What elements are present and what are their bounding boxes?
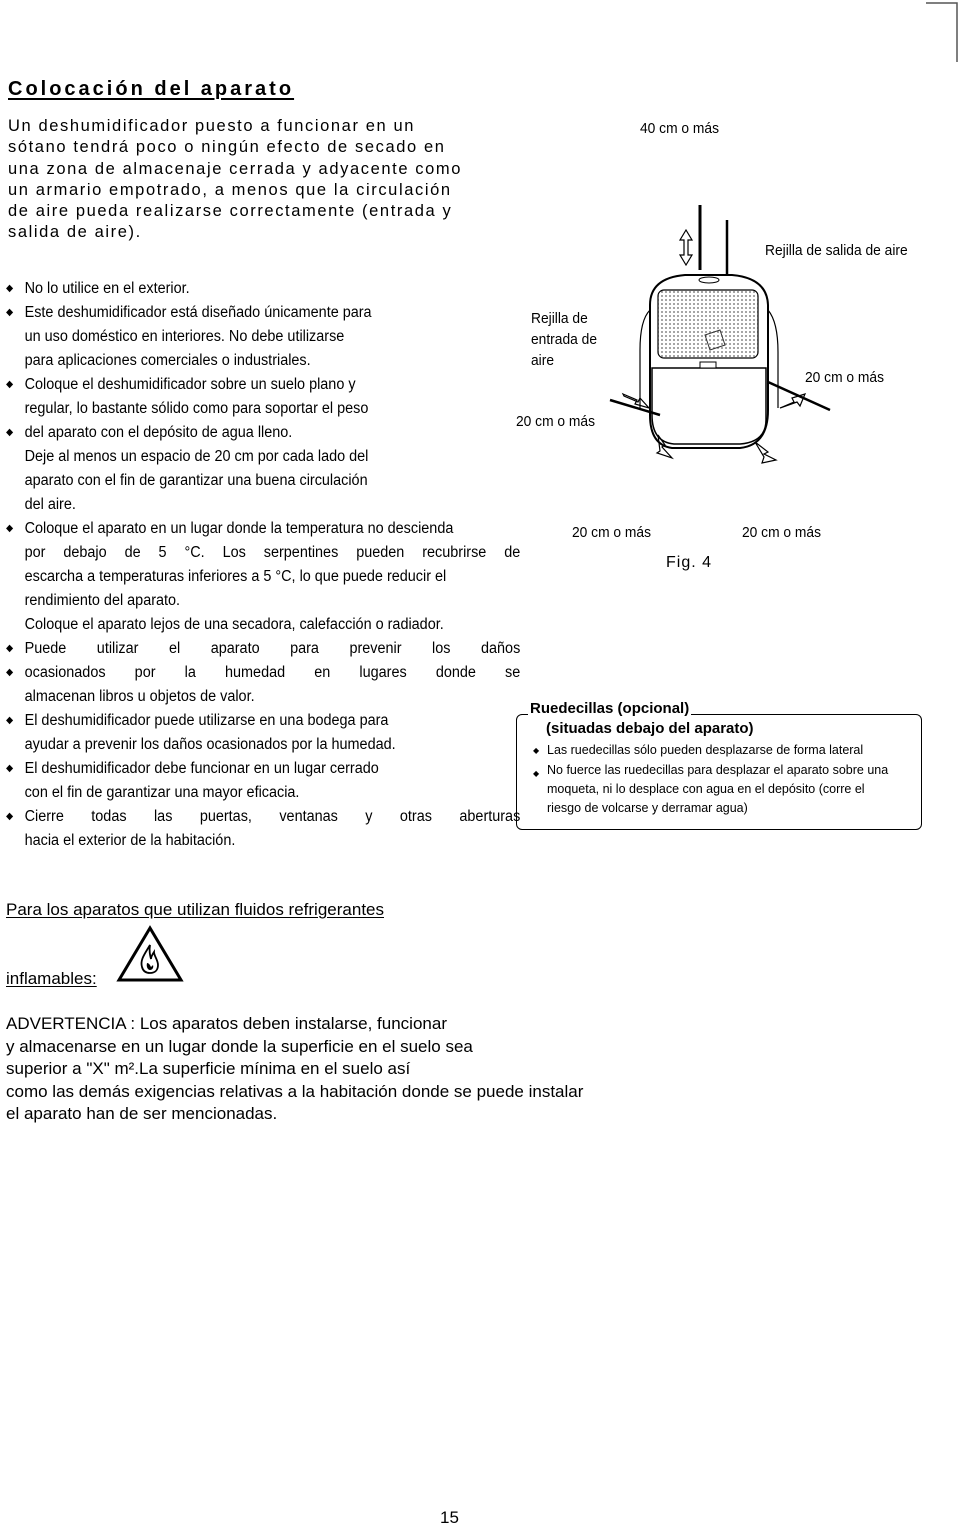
- bullet-text: Deje al menos un espacio de 20 cm por cada lado del: [24, 448, 369, 465]
- refrigerant-warning: [6, 1013, 706, 1126]
- bullet-diamond-icon: ◆: [6, 283, 14, 294]
- caster-item: [547, 801, 748, 815]
- top-clearance-label: 40 cm o más: [640, 120, 720, 137]
- caster-item-text: moqueta, ni lo desplace con agua en el depósito (corre el: [547, 782, 865, 796]
- bullet-text: con el fin de garantizar una mayor eficacia.: [24, 784, 300, 801]
- bullet-text: Coloque el aparato en un lugar donde la temperatura no descienda: [24, 520, 454, 537]
- warning-line: como las demás exigencias relativas a la habitación donde se puede instalar: [6, 1081, 584, 1101]
- bullet-text: ocasionados por la humedad en lugares donde se: [24, 664, 521, 681]
- warning-line-cont: .La superficie mínima en el suelo así: [134, 1059, 411, 1078]
- corner-mark: [920, 0, 960, 70]
- inlet-label-line: Rejilla de: [531, 310, 588, 327]
- intro-paragraph: [8, 116, 463, 244]
- inlet-label-line: entrada de: [531, 331, 597, 348]
- intro-line: sótano tendrá poco o ningún efecto de secado en: [8, 138, 446, 157]
- caster-item-text: No fuerce las ruedecillas para desplazar el aparato sobre una: [547, 763, 889, 777]
- bullet-text: del aire.: [24, 496, 76, 513]
- right-clearance-label: 20 cm o más: [805, 369, 885, 386]
- caster-item-text: Las ruedecillas sólo pueden desplazarse de forma lateral: [547, 743, 864, 757]
- bullet-text: Coloque el deshumidificador sobre un suelo plano y: [24, 376, 356, 393]
- bullet-text: ayudar a prevenir los daños ocasionados por la humedad.: [24, 736, 396, 753]
- refrigerant-heading: Para los aparatos que utilizan fluidos refrigerantes: [6, 900, 384, 919]
- bullet-diamond-icon: ◆: [6, 667, 14, 678]
- bullet-text: regular, lo bastante sólido como para soportar el peso: [24, 400, 369, 417]
- figure-4: [500, 110, 940, 590]
- bullet-text: El deshumidificador puede utilizarse en una bodega para: [24, 712, 389, 729]
- warning-line: y almacenarse en un lugar donde la superficie en el suelo sea: [6, 1036, 473, 1056]
- casters-subtitle: (situadas debajo del aparato): [546, 720, 754, 737]
- bullet-text: almacenan libros u objetos de valor.: [24, 688, 255, 705]
- intro-line: salida de aire).: [8, 223, 142, 242]
- bottom-right-clearance-label: 20 cm o más: [742, 524, 822, 541]
- bullet-text: No lo utilice en el exterior.: [24, 280, 190, 297]
- intro-line: un armario empotrado, a menos que la circulación: [8, 180, 452, 199]
- bullet-text: para aplicaciones comerciales o industriales.: [24, 352, 311, 369]
- bullet-text: El deshumidificador debe funcionar en un lugar cerrado: [24, 760, 379, 777]
- bullet-diamond-icon: ◆: [6, 811, 14, 822]
- bullet-text: por debajo de 5 °C. Los serpentines pueden recubrirse de: [24, 544, 521, 561]
- warning-line: el aparato han de ser mencionadas.: [6, 1104, 278, 1123]
- bullet-text: Coloque el aparato lejos de una secadora, calefacción o radiador.: [24, 616, 444, 633]
- bullet-text: hacia el exterior de la habitación.: [24, 832, 236, 849]
- bullet-text: escarcha a temperaturas inferiores a 5 °C, lo que puede reducir el: [24, 568, 447, 585]
- bullet-diamond-icon: ◆: [6, 715, 14, 726]
- outlet-label: Rejilla de salida de aire: [765, 242, 908, 259]
- flammable-warning-icon: [116, 925, 184, 983]
- bullet-diamond-icon: ◆: [6, 643, 14, 654]
- bullet-diamond-icon: ◆: [6, 763, 14, 774]
- bullet-diamond-icon: ◆: [6, 379, 14, 390]
- left-clearance-label: 20 cm o más: [516, 413, 596, 430]
- bullet-diamond-icon: ◆: [533, 746, 540, 755]
- bullet-text: Cierre todas las puertas, ventanas y otras aberturas: [24, 808, 521, 825]
- intro-line: Un deshumidificador puesto a funcionar en un: [8, 117, 416, 135]
- page-number: 15: [440, 1508, 459, 1527]
- caster-item-text: riesgo de volcarse y derramar agua): [547, 801, 748, 815]
- bullet-text: del aparato con el depósito de agua lleno.: [24, 424, 293, 441]
- figure-caption: Fig. 4: [666, 554, 713, 571]
- warning-line: ADVERTENCIA : Los aparatos deben instalarse, funcionar: [6, 1014, 447, 1033]
- bullet-text: Puede utilizar el aparato para prevenir los daños: [24, 640, 521, 657]
- bullet-text: Este deshumidificador está diseñado únicamente para: [24, 304, 372, 321]
- bullet-text: un uso doméstico en interiores. No debe utilizarse: [24, 328, 345, 345]
- caster-item: [533, 743, 864, 757]
- caster-item: [547, 782, 865, 796]
- bullet-diamond-icon: ◆: [6, 523, 14, 534]
- inlet-label-line: aire: [531, 352, 555, 369]
- caster-item: [533, 763, 889, 778]
- arrow-bottom-right-icon: [755, 442, 776, 463]
- bullet-diamond-icon: ◆: [6, 427, 14, 438]
- refrigerant-heading-cont: inflamables:: [6, 969, 97, 988]
- intro-line: una zona de almacenaje cerrada y adyacente como: [8, 159, 463, 178]
- dehumidifier-drawing: [500, 110, 940, 590]
- bullet-text: rendimiento del aparato.: [24, 592, 181, 609]
- section-title: Colocación del aparato: [8, 78, 295, 100]
- warning-area-text: superior a "X" m²: [6, 1059, 135, 1078]
- double-arrow-vertical-icon: [680, 230, 692, 265]
- bullet-diamond-icon: ◆: [533, 769, 540, 778]
- casters-title: Ruedecillas (opcional): [530, 700, 690, 717]
- bullet-diamond-icon: ◆: [6, 307, 14, 318]
- bottom-left-clearance-label: 20 cm o más: [572, 524, 652, 541]
- warning-line: [6, 1058, 706, 1081]
- intro-line: de aire pueda realizarse correctamente (entrada y: [8, 202, 453, 221]
- bullet-text: aparato con el fin de garantizar una buena circulación: [24, 472, 368, 489]
